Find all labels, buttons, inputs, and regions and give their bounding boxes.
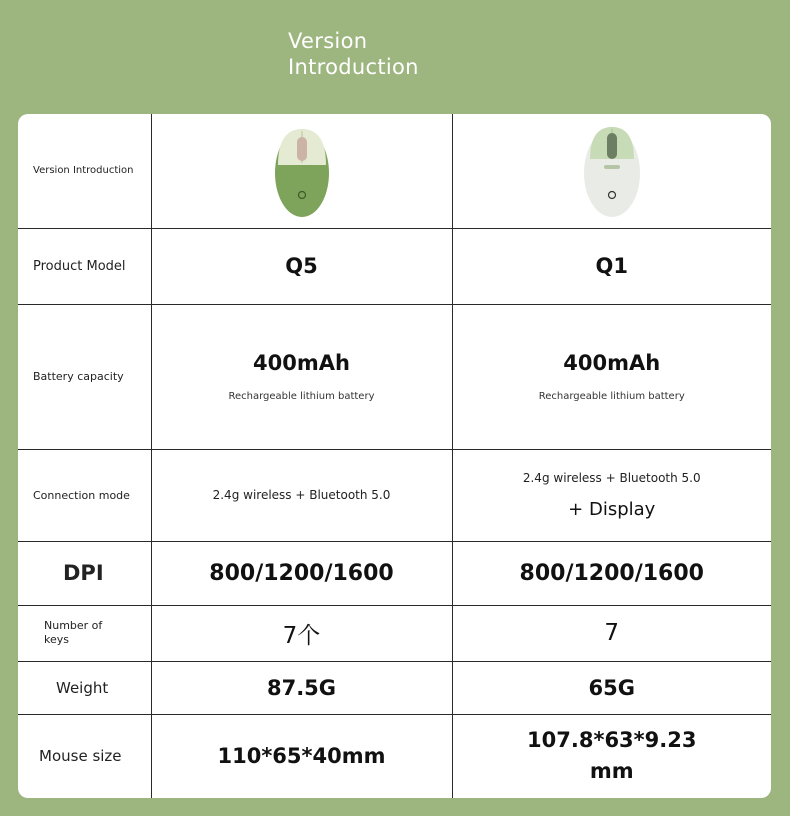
q1-model: Q1 [452,228,771,304]
q5-dpi: 800/1200/1600 [151,541,452,605]
q1-battery-cell [452,304,771,449]
label-weight: Weight [18,661,151,714]
q1-size-line2: mm [589,759,634,784]
white-green-mouse-q1-icon [582,123,642,219]
comparison-card [18,114,771,798]
q1-connection-cell [452,449,771,541]
q1-size-line1: 107.8*63*9.23 [527,728,697,753]
label-model: Product Model [18,228,151,304]
label-keys-line2: keys [44,633,69,646]
row-keys [18,605,771,661]
q5-connection-cell [151,449,452,541]
q1-dpi: 800/1200/1600 [452,541,771,605]
green-mouse-q5-icon [272,123,332,219]
q5-battery-note: Rechargeable lithium battery [228,391,375,402]
row-connection [18,449,771,541]
q1-keys: 7 [452,605,771,661]
q1-weight: 65G [452,661,771,714]
q5-connection: 2.4g wireless + Bluetooth 5.0 [212,488,391,502]
spec-table [18,114,771,798]
row-version [18,114,771,228]
q5-size-cell [151,714,452,798]
label-size: Mouse size [18,714,151,798]
q5-image-cell [151,114,452,228]
row-size [18,714,771,798]
q5-battery: 400mAh [253,351,350,375]
row-dpi [18,541,771,605]
label-dpi: DPI [18,541,151,605]
label-version: Version Introduction [18,114,151,228]
row-model [18,228,771,304]
q5-weight: 87.5G [151,661,452,714]
q5-keys: 7个 [151,605,452,661]
page-title-line1: Version [288,29,368,53]
q1-battery-note: Rechargeable lithium battery [538,391,685,402]
q1-battery: 400mAh [563,351,661,375]
page-title [288,28,419,80]
row-battery [18,304,771,449]
label-connection: Connection mode [18,449,151,541]
row-weight [18,661,771,714]
q5-battery-cell [151,304,452,449]
label-keys [18,605,151,661]
label-battery: Battery capacity [18,304,151,449]
page-title-line2: Introduction [288,55,419,79]
q5-model: Q5 [151,228,452,304]
label-keys-line1: Number of [44,619,103,632]
q1-size-cell [452,714,771,798]
q1-image-cell [452,114,771,228]
q5-size: 110*65*40mm [217,743,386,768]
q1-connection: 2.4g wireless + Bluetooth 5.0 [522,470,701,485]
q1-connection-extra: + Display [568,498,656,520]
